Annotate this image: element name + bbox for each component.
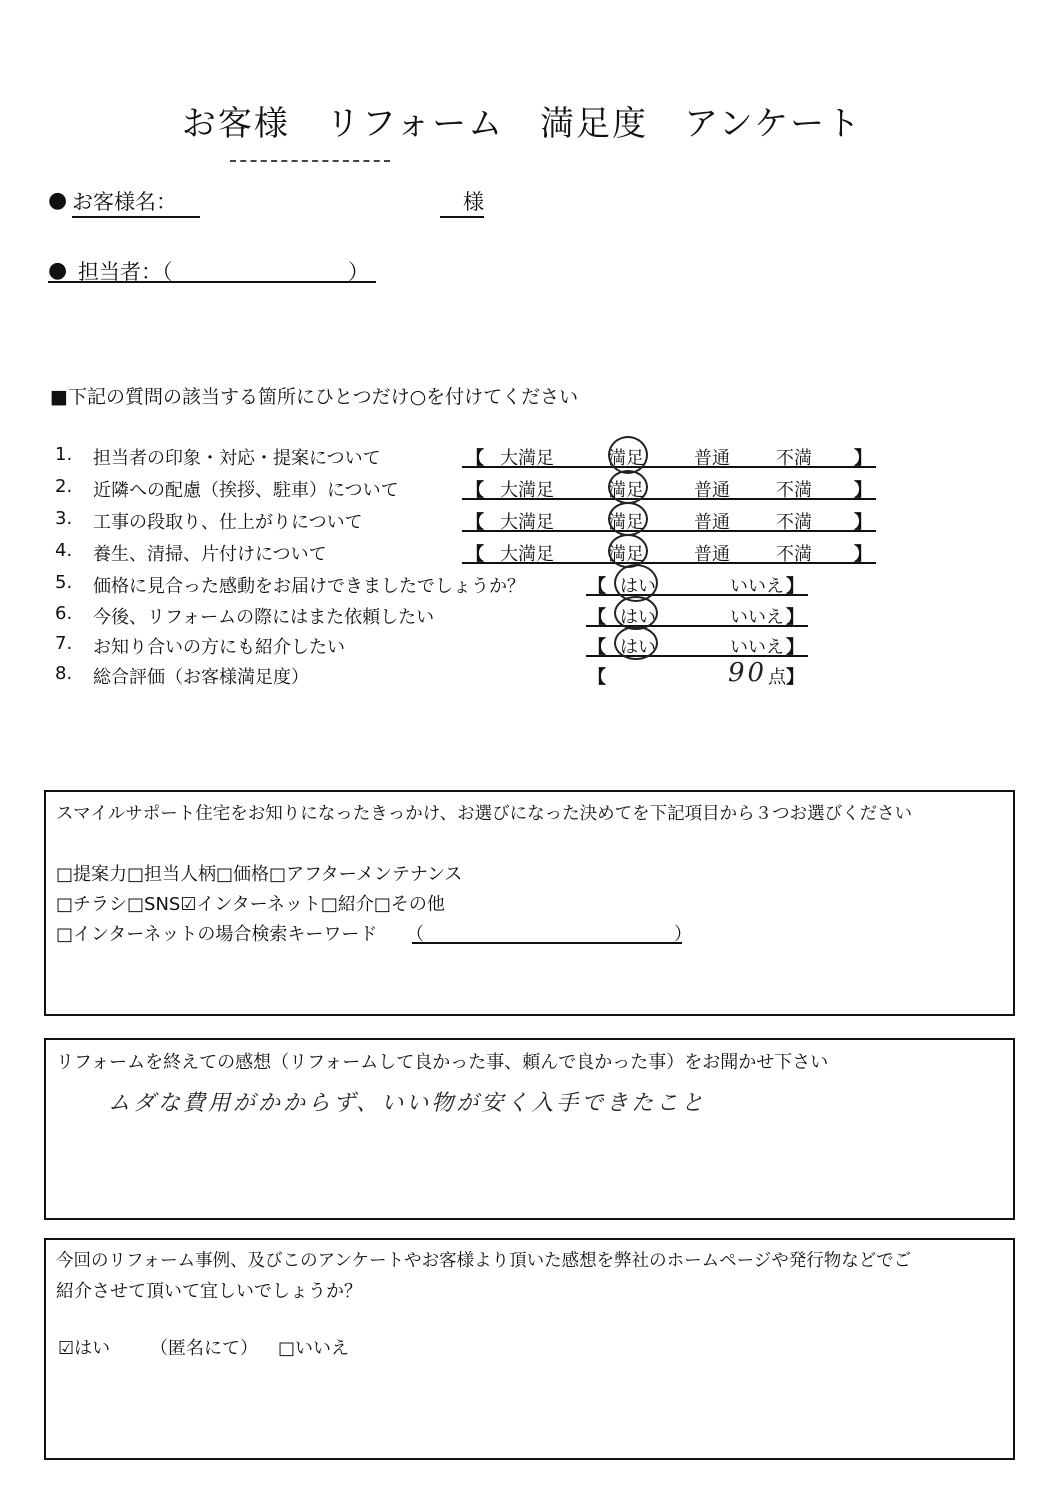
bracket-close: 】 (786, 576, 804, 597)
question-text: 今後、リフォームの際にはまた依頼したい (93, 607, 435, 628)
bracket-close: 】 (854, 480, 872, 501)
selection-circle (608, 534, 648, 568)
staff-bullet: ● (48, 258, 68, 283)
answer-underline (586, 655, 808, 657)
bracket-open: 【 (588, 667, 606, 688)
option-yes: はい (620, 576, 656, 597)
answer-underline (462, 498, 876, 500)
selection-circle (608, 502, 648, 536)
selection-circle (614, 596, 658, 630)
bracket-open: 【 (466, 480, 484, 501)
question-text: お知り合いの方にも紹介したい (93, 637, 345, 658)
permission-anonymous-note: （匿名にて） (150, 1338, 258, 1359)
option-no: いいえ (730, 637, 784, 658)
selection-circle (608, 436, 648, 474)
permission-prompt-line-2: 紹介させて頂いて宜しいでしょうか？ (56, 1281, 362, 1302)
option-dissatisfied: 不満 (776, 448, 812, 469)
question-number: 3. (55, 508, 73, 529)
impression-handwritten-answer: ムダな費用がかからず、いい物が安く入手できたこと (108, 1091, 707, 1116)
customer-name-suffix: 様 (440, 186, 484, 218)
question-number: 6. (55, 603, 73, 624)
staff-label: 担当者：（ (78, 260, 173, 284)
permission-prompt-line-1: 今回のリフォーム事例、及びこのアンケートやお客様より頂いた感想を弊社のホームページや発行物などでご (56, 1251, 912, 1271)
option-very-satisfied: 大満足 (500, 448, 554, 469)
survey-title: お客様 リフォーム 満足度 アンケート (181, 104, 863, 144)
question-text: 価格に見合った感動をお届けできましたでしょうか？ (93, 576, 525, 597)
option-yes: はい (620, 637, 656, 658)
bracket-close: 】 (854, 448, 872, 469)
option-normal: 普通 (694, 512, 730, 533)
bracket-open: 【 (466, 448, 484, 469)
customer-bullet: ● (48, 188, 68, 213)
option-yes: はい (620, 607, 656, 628)
score-unit: 点 (768, 667, 786, 688)
question-number: 4. (55, 540, 73, 561)
option-very-satisfied: 大満足 (500, 512, 554, 533)
question-number: 8. (55, 663, 73, 684)
search-keyword-label: □インターネットの場合検索キーワード (56, 924, 378, 945)
bracket-open: 【 (588, 576, 606, 597)
bracket-close: 】 (854, 544, 872, 565)
option-very-satisfied: 大満足 (500, 544, 554, 565)
selection-circle (614, 626, 658, 660)
option-normal: 普通 (694, 480, 730, 501)
overall-score: 90 (728, 658, 768, 688)
source-checkbox-row-2: □チラシ□SNS☑インターネット□紹介□その他 (56, 894, 445, 915)
answer-underline (462, 562, 876, 564)
question-number: 2. (55, 476, 73, 497)
bracket-close: 】 (786, 637, 804, 658)
impression-section-prompt: リフォームを終えての感想（リフォームして良かった事、頼んで良かった事）をお聞かせ下さい (56, 1052, 829, 1073)
option-satisfied: 満足 (608, 544, 644, 565)
question-text: 工事の段取り、仕上がりについて (93, 512, 363, 533)
option-satisfied: 満足 (608, 480, 644, 501)
option-dissatisfied: 不満 (776, 544, 812, 565)
option-dissatisfied: 不満 (776, 480, 812, 501)
source-checkbox-row-1: □提案力□担当人柄□価格□アフターメンテナンス (56, 864, 463, 885)
title-dash-underline (230, 160, 390, 162)
question-number: 5. (55, 572, 73, 593)
question-text: 養生、清掃、片付けについて (93, 544, 327, 565)
selection-circle (608, 470, 648, 504)
answer-underline (462, 466, 876, 468)
bracket-open: 【 (466, 512, 484, 533)
search-keyword-close-paren: ） (674, 924, 692, 945)
search-keyword-underline (412, 942, 682, 944)
option-normal: 普通 (694, 448, 730, 469)
answer-underline (586, 625, 808, 627)
answer-underline (462, 530, 876, 532)
option-dissatisfied: 不満 (776, 512, 812, 533)
option-satisfied: 満足 (608, 448, 644, 469)
question-text: 近隣への配慮（挨拶、駐車）について (93, 480, 399, 501)
option-no: いいえ (730, 607, 784, 628)
question-text: 担当者の印象・対応・提案について (93, 448, 381, 469)
permission-no-option: □いいえ (278, 1338, 350, 1359)
staff-close-paren: ） (348, 260, 369, 284)
bracket-open: 【 (466, 544, 484, 565)
bracket-open: 【 (588, 607, 606, 628)
question-number: 1. (55, 444, 73, 465)
option-very-satisfied: 大満足 (500, 480, 554, 501)
bracket-close: 】 (854, 512, 872, 533)
search-keyword-open-paren: （ (406, 924, 424, 945)
question-text: 総合評価（お客様満足度） (93, 667, 309, 688)
option-satisfied: 満足 (608, 512, 644, 533)
bracket-open: 【 (588, 637, 606, 658)
question-number: 7. (55, 633, 73, 654)
permission-yes-option: ☑はい (58, 1338, 111, 1359)
option-no: いいえ (730, 576, 784, 597)
customer-name-label: お客様名： (72, 186, 200, 218)
option-normal: 普通 (694, 544, 730, 565)
bracket-close: 】 (786, 607, 804, 628)
source-section-prompt: スマイルサポート住宅をお知りになったきっかけ、お選びになった決めてを下記項目から３つお選びください (56, 804, 913, 824)
bracket-close: 】 (786, 667, 804, 688)
instruction-text: ■下記の質問の該当する箇所にひとつだけ○を付けてください (50, 386, 579, 408)
